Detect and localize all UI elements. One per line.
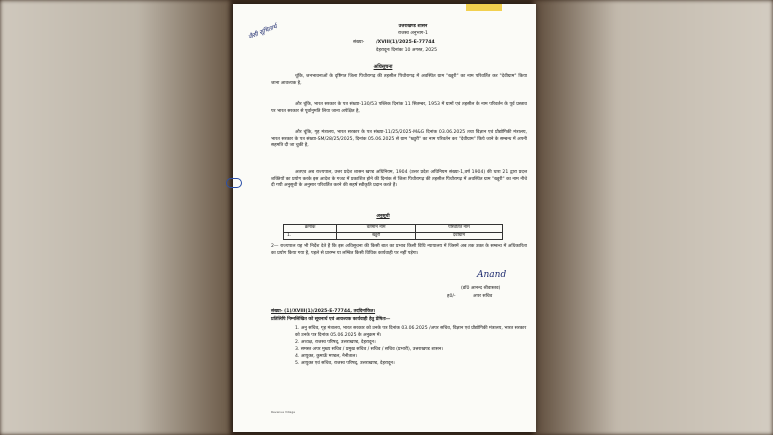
paragraph-4: अतएव अब राज्यपाल, उत्तर प्रदेश शासन खण्ड अधिनियम, 1904 (उत्तर प्रदेश अधिनियम संख्या-1,वर्ष 1904) की धारा 21 द्वारा प्रदत्त शक्तियों का प्रयोग करके इस आदेश के गजट में प्रकाशित होने की दिनांक से जिला पिथौरागढ़ की तहसील पिथौरागढ़ में अवस्थित ग्राम "ख्वुरी" का नाम नीचे दी गयी अनुसूची के अनुसार परिवर्तित करने की सहर्ष स्वीकृति प्रदान करते हैं। bbox=[271, 170, 527, 189]
footer-note: Revenue Village bbox=[271, 410, 296, 414]
paragraph-3: और चूंकि, गृह मंत्रालय, भारत सरकार के पत्र संख्या-11/25/2025-M&G दिनांक 03.06.2025 तथा विज्ञान एवं प्रौद्योगिकी मंत्रालय, भारत सरकार के पत्र संख्या-SM/28/25/2025, दिनांक 05.06.2025 से ग्राम "ख्वुरी" का नाम परिवर्तन कर "देवीग्राम" किये जाने के सम्बन्ध में अपनी सहमति दी जा चुकी है, bbox=[271, 130, 527, 149]
number-value: /XVIII(1)/2025-E-77744 bbox=[376, 40, 435, 45]
paper-clip-icon bbox=[226, 178, 242, 188]
document-page bbox=[233, 4, 536, 432]
paragraph-1: चूंकि, जनभावनाओं के दृष्टिगत जिला पिथौरागढ़ की तहसील पिथौरागढ़ में अवस्थित ग्राम "ख्वुरी" का नाम परिवर्तित कर "देवीग्राम" किया जाना आवश्यक है, bbox=[271, 74, 527, 86]
section-header: राजस्व अनुभाग-1 bbox=[398, 31, 428, 36]
table-row bbox=[284, 232, 503, 240]
gov-header: उत्तराखण्ड शासन bbox=[398, 24, 428, 29]
distribution-list bbox=[295, 326, 527, 368]
tape-strip bbox=[466, 4, 502, 11]
number-label: संख्या- bbox=[353, 40, 365, 45]
table-cell: 1. bbox=[284, 232, 337, 240]
list-item: 5. आयुक्त एवं सचिव, राजस्व परिषद्, उत्तराखण्ड, देहरादून। bbox=[295, 360, 395, 366]
handwritten-note: जैसी सूचितार्थ bbox=[247, 23, 278, 41]
table-header: वर्तमान नाम bbox=[337, 225, 415, 233]
background-left bbox=[0, 0, 230, 435]
schedule-title: अनुसूची bbox=[376, 214, 390, 219]
table-header-row bbox=[284, 225, 503, 233]
list-item: 1. अनु सचिव, गृह मंत्रालय, भारत सरकार को उनके पत्र दिनांक 03.06.2025 /अपर सचिव, विज्ञान एवं प्रौद्योगिकी मंत्रालय, भारत सरकार को उनके पत्र दिनांक 05.06.2025 के अनुक्रम में। bbox=[295, 326, 527, 338]
table-cell: ख्वुरी bbox=[337, 232, 415, 240]
paragraph-2: और चूंकि, भारत सरकार के पत्र संख्या-130/53 पब्लिक दिनांक 11 सितम्बर, 1953 में ग्रामों एवं तहसील के नाम परिवर्तन के पूर्व प्रस्ताव पर भारत सरकार से पूर्वानुमति लिया जाना अपेक्षित है, bbox=[271, 102, 527, 114]
signature-scrawl: Anand bbox=[477, 270, 507, 280]
table-header: परिवर्तित नाम bbox=[415, 225, 502, 233]
copy-intro: प्रतिलिपि निम्नलिखित को सूचनार्थ एवं आवश्यक कार्यवाही हेतु प्रेषितः— bbox=[271, 317, 391, 322]
signature-suffix: ह0/- bbox=[447, 294, 456, 299]
list-item: 4. आयुक्त, कुमाऊँ मण्डल, नैनीताल। bbox=[295, 353, 358, 359]
schedule-table bbox=[283, 224, 503, 240]
list-item: 3. समस्त अपर मुख्य सचिव / प्रमुख सचिव / सचिव / सचिव (प्रभारी), उत्तराखण्ड शासन। bbox=[295, 346, 444, 352]
signatory-designation: अपर सचिव bbox=[473, 294, 493, 299]
table-header: क्रमांक bbox=[284, 225, 337, 233]
notification-title: अधिसूचना bbox=[373, 64, 393, 70]
table-cell: देवीग्राम bbox=[415, 232, 502, 240]
signatory-name: (डॉ0 आनन्द श्रीवास्तव) bbox=[461, 286, 501, 291]
paragraph-5: 2— राज्यपाल यह भी निर्देश देते हैं कि इस अधिसूचना की किसी बात का प्रभाव किसी विधि न्यायालय में जिसमें अब तक उक्त के सम्बन्ध में अधिकारिता का प्रयोग किया गया है, पहले से प्रारम्भ या लम्बित किसी विधिक कार्यवाही पर नहीं पड़ेगा। bbox=[271, 244, 527, 256]
background-right bbox=[533, 0, 773, 435]
list-item: 2. अध्यक्ष, राजस्व परिषद्, उत्तराखण्ड, देहरादून। bbox=[295, 339, 376, 345]
copy-number-line: संख्या- (1)/XVIII(1)/2025-E-77744, तददिनांकित। bbox=[271, 309, 376, 314]
date-line: देहरादूनः दिनांकः 10 अगस्त, 2025 bbox=[376, 48, 438, 53]
